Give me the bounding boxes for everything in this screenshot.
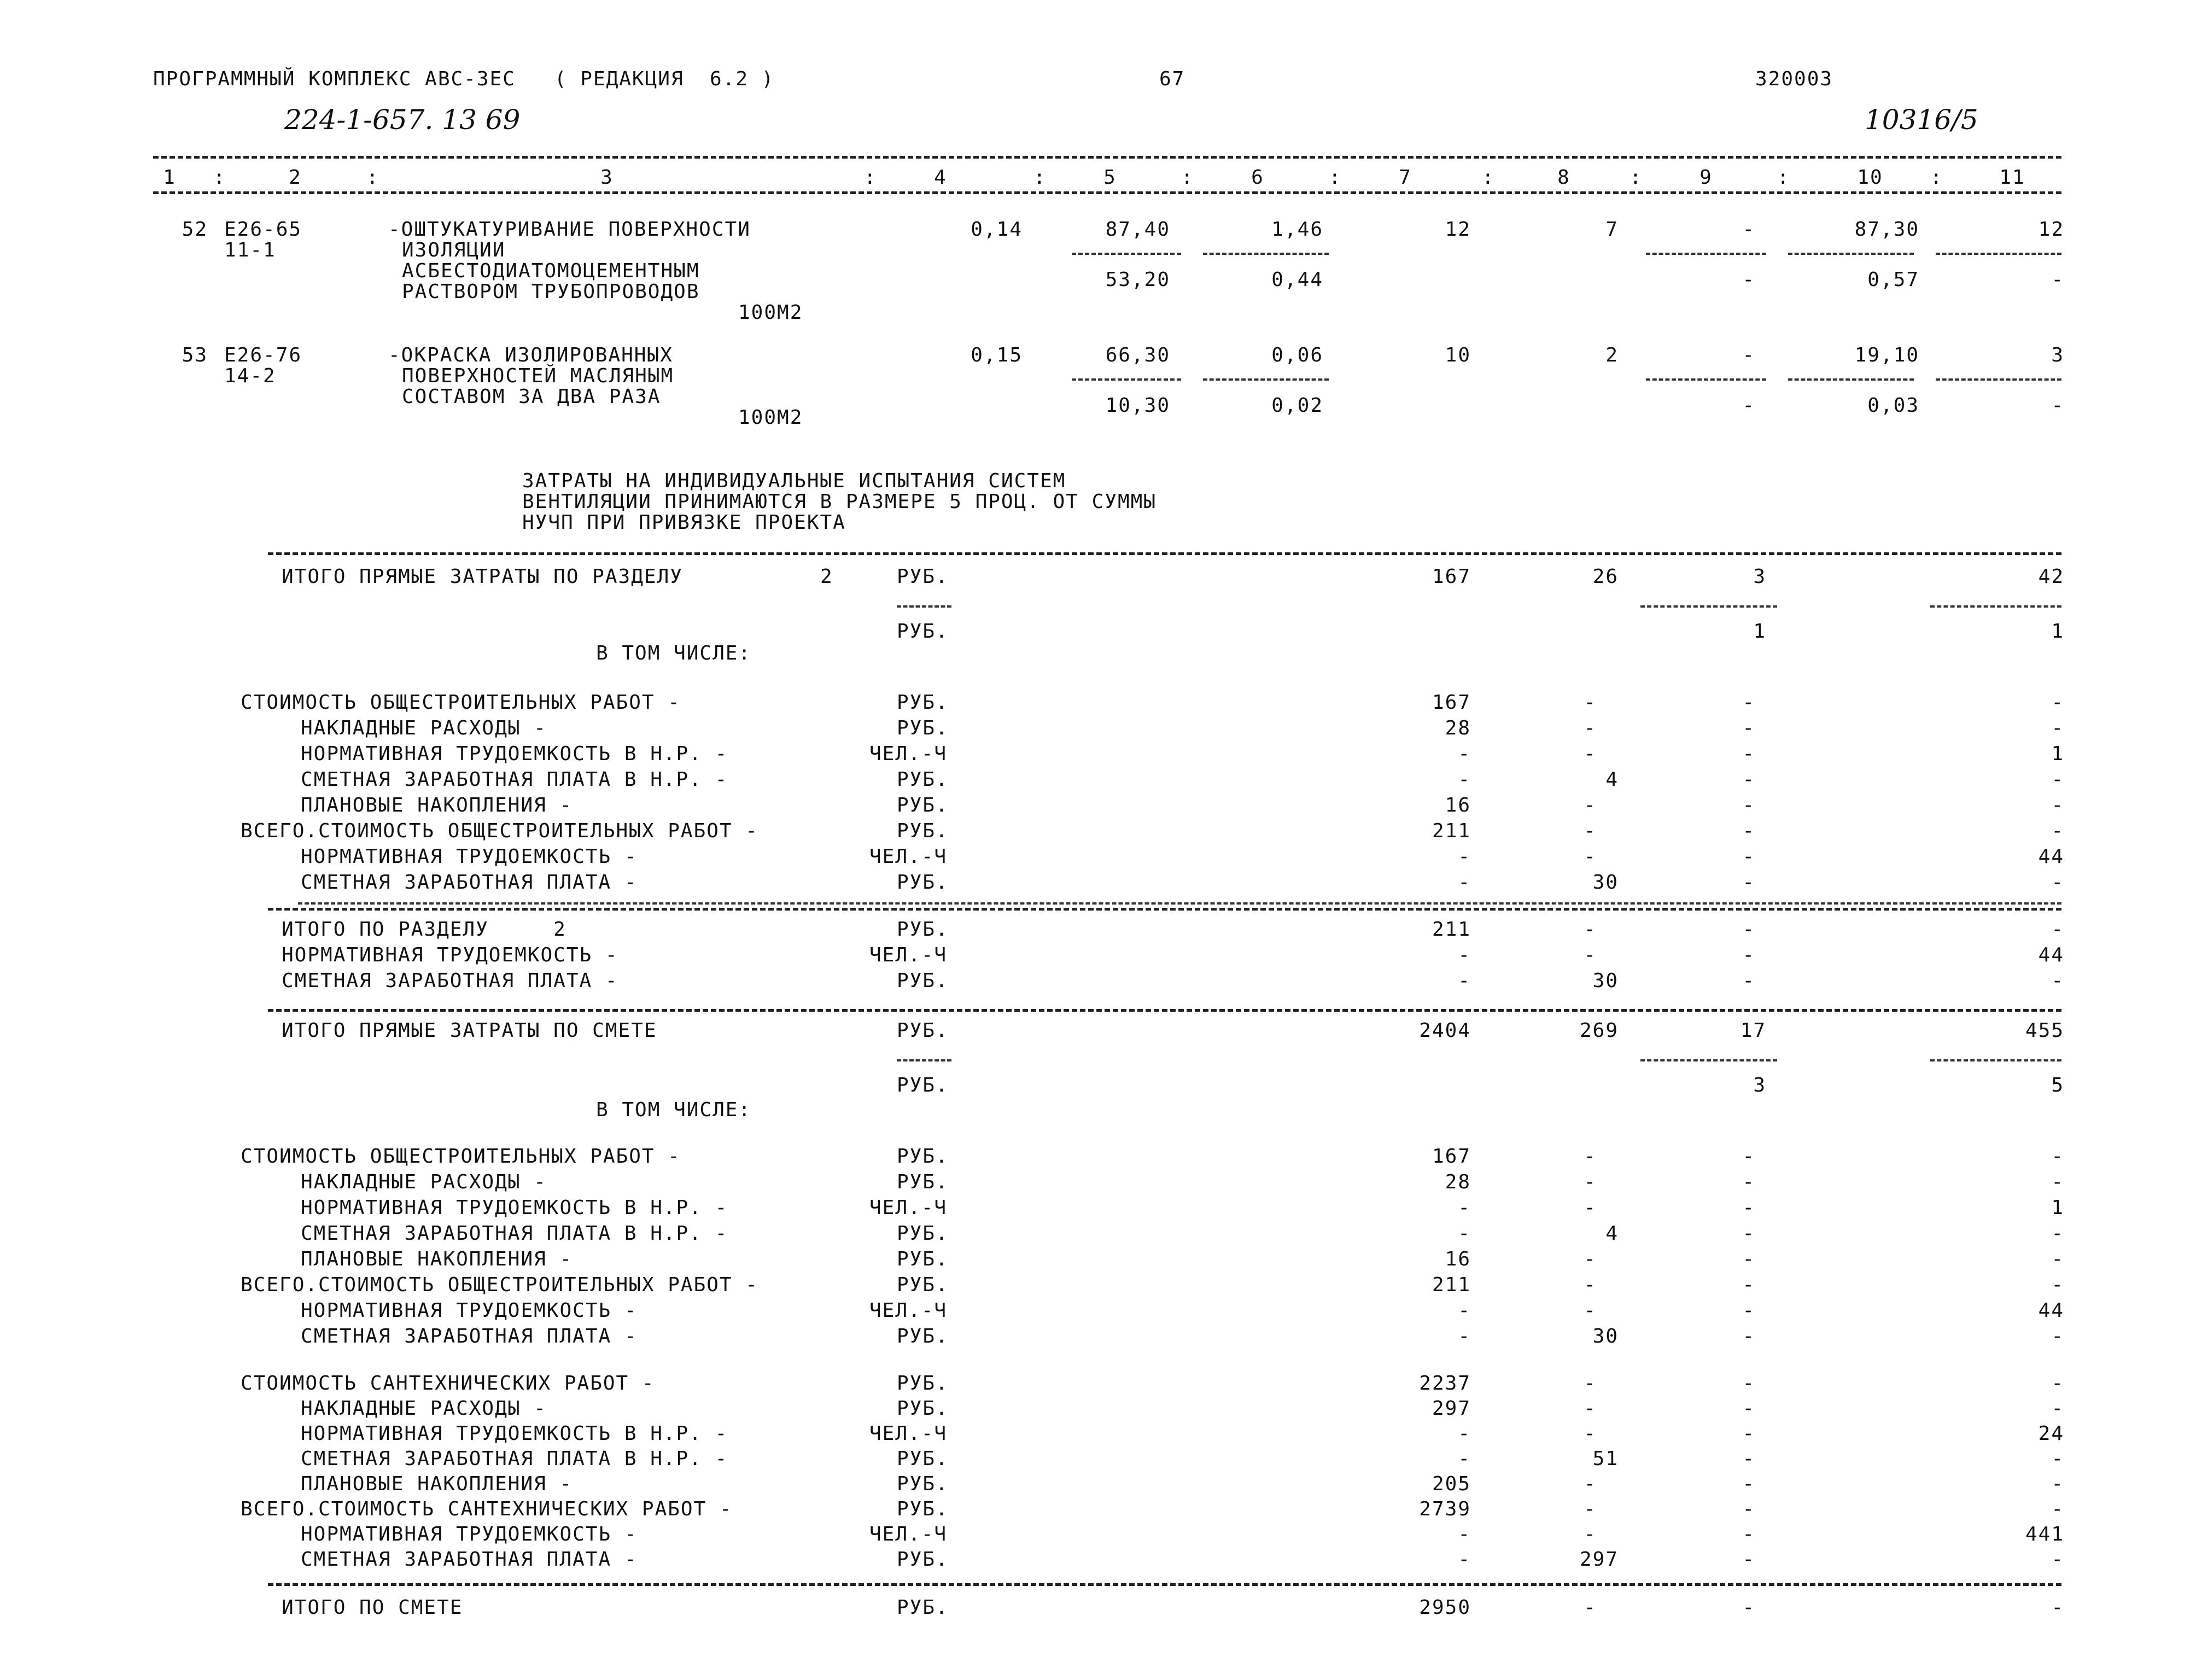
rule bbox=[1072, 378, 1181, 381]
breakdown-col7: - bbox=[1458, 743, 1471, 765]
breakdown-label: СМЕТНАЯ ЗАРАБОТНАЯ ПЛАТА - bbox=[301, 1548, 638, 1571]
breakdown-col9: - bbox=[1742, 1248, 1755, 1270]
unit-label: ЧЕЛ.-Ч bbox=[869, 743, 948, 765]
summary-col9: - bbox=[1742, 918, 1755, 941]
doc-code: 320003 bbox=[1755, 68, 1833, 90]
breakdown-col11: - bbox=[2051, 1325, 2064, 1348]
breakdown-col9: - bbox=[1742, 1397, 1755, 1420]
item-unit: 100М2 bbox=[738, 406, 803, 429]
breakdown-col7: - bbox=[1458, 871, 1471, 894]
breakdown-label: ВСЕГО.СТОИМОСТЬ ОБЩЕСТРОИТЕЛЬНЫХ РАБОТ - bbox=[241, 820, 758, 842]
column-header-2: 2 bbox=[289, 166, 302, 189]
breakdown-label: НОРМАТИВНАЯ ТРУДОЕМКОСТЬ В Н.Р. - bbox=[301, 1197, 728, 1219]
item-number: 53 bbox=[182, 344, 208, 366]
summary-col11: 44 bbox=[2038, 944, 2064, 966]
section-summary-label: НОРМАТИВНАЯ ТРУДОЕМКОСТЬ - bbox=[282, 944, 618, 966]
column-header-11: 11 bbox=[1999, 166, 2025, 189]
column-header-7: 7 bbox=[1399, 166, 1412, 189]
summary-col8: - bbox=[1584, 918, 1597, 941]
unit-label: РУБ. bbox=[897, 1498, 949, 1520]
column-separator: : bbox=[864, 166, 877, 189]
unit-label: РУБ. bbox=[897, 970, 949, 992]
summary-col9: - bbox=[1742, 944, 1755, 966]
summary-col8: - bbox=[1584, 944, 1597, 966]
total-col11: 42 bbox=[2038, 565, 2064, 588]
item-wage-cost: 53,20 bbox=[1105, 269, 1170, 291]
breakdown-col11: 441 bbox=[2025, 1523, 2064, 1545]
unit-label: РУБ. bbox=[897, 1473, 949, 1495]
page-number: 67 bbox=[1159, 68, 1185, 90]
breakdown-col7: - bbox=[1458, 1548, 1471, 1571]
breakdown-col7: - bbox=[1458, 1197, 1471, 1219]
breakdown-col11: - bbox=[2051, 1498, 2064, 1520]
breakdown-label: ВСЕГО.СТОИМОСТЬ САНТЕХНИЧЕСКИХ РАБОТ - bbox=[241, 1498, 733, 1520]
unit-label: РУБ. bbox=[897, 918, 949, 941]
note-line: ВЕНТИЛЯЦИИ ПРИНИМАЮТСЯ В РАЗМЕРЕ 5 ПРОЦ. ОТ СУММЫ bbox=[522, 491, 1157, 513]
breakdown-col11: 44 bbox=[2038, 1299, 2064, 1322]
rule bbox=[268, 552, 2061, 555]
column-separator: : bbox=[1482, 166, 1495, 189]
breakdown-col8: - bbox=[1584, 1422, 1597, 1445]
breakdown-col11: - bbox=[2051, 1171, 2064, 1193]
breakdown-col9: - bbox=[1742, 1145, 1755, 1168]
breakdown-col7: - bbox=[1458, 1325, 1471, 1348]
item-col9: - bbox=[1742, 218, 1755, 241]
item-code-sub: 11-1 bbox=[224, 239, 276, 261]
rule bbox=[298, 902, 2061, 905]
breakdown-label: НАКЛАДНЫЕ РАСХОДЫ - bbox=[301, 1171, 547, 1193]
unit-label: РУБ. bbox=[897, 1248, 949, 1270]
summary-col8: 30 bbox=[1592, 970, 1619, 992]
breakdown-col7: 211 bbox=[1432, 1274, 1471, 1296]
breakdown-label: СМЕТНАЯ ЗАРАБОТНАЯ ПЛАТА - bbox=[301, 1325, 638, 1348]
breakdown-col8: - bbox=[1584, 691, 1597, 714]
breakdown-col9: - bbox=[1742, 1498, 1755, 1520]
unit-label: РУБ. bbox=[897, 1325, 949, 1348]
breakdown-col7: - bbox=[1458, 1523, 1471, 1545]
unit-label: РУБ. bbox=[897, 871, 949, 894]
section-total-label: ИТОГО ПРЯМЫЕ ЗАТРАТЫ ПО РАЗДЕЛУ bbox=[282, 565, 683, 588]
breakdown-col9: - bbox=[1742, 743, 1755, 765]
breakdown-col11: 24 bbox=[2038, 1422, 2064, 1445]
breakdown-col7: - bbox=[1458, 1448, 1471, 1470]
breakdown-col9: - bbox=[1742, 1448, 1755, 1470]
unit-label: РУБ. bbox=[897, 1372, 949, 1395]
grand-total-col9: - bbox=[1742, 1596, 1755, 1619]
unit-label: РУБ. bbox=[897, 1019, 949, 1042]
item-col9-sub: - bbox=[1742, 394, 1755, 417]
breakdown-col8: - bbox=[1584, 1523, 1597, 1545]
column-separator: : bbox=[1630, 166, 1643, 189]
breakdown-col9: - bbox=[1742, 1523, 1755, 1545]
breakdown-col7: 211 bbox=[1432, 820, 1471, 842]
breakdown-col11: - bbox=[2051, 1274, 2064, 1296]
breakdown-col9: - bbox=[1742, 1372, 1755, 1395]
breakdown-col11: - bbox=[2051, 1473, 2064, 1495]
item-total-cost: 12 bbox=[1445, 218, 1471, 241]
breakdown-col11: - bbox=[2051, 1372, 2064, 1395]
breakdown-col8: - bbox=[1584, 1299, 1597, 1322]
summary-col7: - bbox=[1458, 944, 1471, 966]
breakdown-col8: - bbox=[1584, 845, 1597, 868]
note-line: НУЧП ПРИ ПРИВЯЗКЕ ПРОЕКТА bbox=[522, 511, 846, 534]
breakdown-col9: - bbox=[1742, 820, 1755, 842]
rule bbox=[1646, 378, 1766, 381]
breakdown-col7: - bbox=[1458, 1222, 1471, 1245]
breakdown-col8: - bbox=[1584, 820, 1597, 842]
breakdown-col8: - bbox=[1584, 1145, 1597, 1168]
item-unit-cost: 87,40 bbox=[1105, 218, 1170, 241]
note-line: ЗАТРАТЫ НА ИНДИВИДУАЛЬНЫЕ ИСПЫТАНИЯ СИСТЕМ bbox=[522, 470, 1066, 492]
unit-label: РУБ. bbox=[897, 1074, 949, 1096]
rule bbox=[153, 191, 2061, 194]
program-header: ПРОГРАММНЫЙ КОМПЛЕКС АВС-ЗЕС ( РЕДАКЦИЯ 6.2 ) bbox=[153, 68, 775, 90]
grand-total-col7: 2950 bbox=[1419, 1596, 1471, 1619]
breakdown-col7: 28 bbox=[1445, 1171, 1471, 1193]
rule bbox=[268, 1009, 2061, 1012]
unit-label: РУБ. bbox=[897, 1397, 949, 1420]
item-quantity: 0,15 bbox=[971, 344, 1023, 366]
breakdown-col8: - bbox=[1584, 1372, 1597, 1395]
breakdown-col9: - bbox=[1742, 1197, 1755, 1219]
breakdown-col8: 4 bbox=[1605, 1222, 1619, 1245]
estimate-col11: 455 bbox=[2025, 1019, 2064, 1042]
item-col9: - bbox=[1742, 344, 1755, 366]
breakdown-col9: - bbox=[1742, 717, 1755, 739]
breakdown-label: СМЕТНАЯ ЗАРАБОТНАЯ ПЛАТА В Н.Р. - bbox=[301, 1448, 728, 1470]
unit-label: РУБ. bbox=[897, 620, 949, 643]
breakdown-col9: - bbox=[1742, 768, 1755, 791]
breakdown-label: СТОИМОСТЬ ОБЩЕСТРОИТЕЛЬНЫХ РАБОТ - bbox=[241, 1145, 681, 1168]
breakdown-label: НОРМАТИВНАЯ ТРУДОЕМКОСТЬ - bbox=[301, 845, 638, 868]
breakdown-col11: - bbox=[2051, 820, 2064, 842]
breakdown-col8: - bbox=[1584, 743, 1597, 765]
breakdown-col8: 30 bbox=[1592, 1325, 1619, 1348]
unit-label: РУБ. bbox=[897, 1171, 949, 1193]
column-separator: : bbox=[366, 166, 379, 189]
breakdown-col8: - bbox=[1584, 1498, 1597, 1520]
breakdown-label: СМЕТНАЯ ЗАРАБОТНАЯ ПЛАТА В Н.Р. - bbox=[301, 1222, 728, 1245]
handwritten-ref-left: 224-1-657. 13 69 bbox=[284, 104, 521, 136]
total-col9-sub: 1 bbox=[1753, 620, 1766, 643]
item-description-line: АСБЕСТОДИАТОМОЦЕМЕНТНЫМ bbox=[402, 260, 700, 282]
column-header-3: 3 bbox=[600, 166, 614, 189]
rule bbox=[268, 908, 2061, 911]
rule bbox=[1930, 605, 2061, 608]
column-header-4: 4 bbox=[934, 166, 947, 189]
section-number: 2 bbox=[820, 565, 833, 588]
column-header-9: 9 bbox=[1699, 166, 1713, 189]
breakdown-label: ПЛАНОВЫЕ НАКОПЛЕНИЯ - bbox=[301, 794, 573, 816]
breakdown-col8: - bbox=[1584, 1171, 1597, 1193]
unit-label: ЧЕЛ.-Ч bbox=[869, 1422, 948, 1445]
column-separator: : bbox=[1930, 166, 1943, 189]
item-unit-cost: 66,30 bbox=[1105, 344, 1170, 366]
breakdown-label: НАКЛАДНЫЕ РАСХОДЫ - bbox=[301, 717, 547, 739]
rule bbox=[1072, 253, 1181, 255]
rule bbox=[1640, 1059, 1777, 1061]
rule bbox=[897, 605, 951, 608]
item-unit: 100М2 bbox=[738, 301, 803, 324]
unit-label: РУБ. bbox=[897, 1448, 949, 1470]
breakdown-col8: - bbox=[1584, 1248, 1597, 1270]
breakdown-col7: - bbox=[1458, 1299, 1471, 1322]
item-unit-cost-2: 1,46 bbox=[1271, 218, 1323, 241]
estimate-col9: 17 bbox=[1740, 1019, 1766, 1042]
unit-label: РУБ. bbox=[897, 1596, 949, 1619]
item-description-line: ПОВЕРХНОСТЕЙ МАСЛЯНЫМ bbox=[402, 365, 674, 387]
unit-label: РУБ. bbox=[897, 768, 949, 791]
breakdown-col9: - bbox=[1742, 845, 1755, 868]
breakdown-col7: 2739 bbox=[1419, 1498, 1471, 1520]
column-header-5: 5 bbox=[1103, 166, 1117, 189]
section-summary-label: ИТОГО ПО РАЗДЕЛУ 2 bbox=[282, 918, 566, 941]
unit-label: РУБ. bbox=[897, 794, 949, 816]
breakdown-col8: - bbox=[1584, 1473, 1597, 1495]
grand-total-col8: - bbox=[1584, 1596, 1597, 1619]
column-separator: : bbox=[1329, 166, 1342, 189]
grand-total-label: ИТОГО ПО СМЕТЕ bbox=[282, 1596, 463, 1619]
item-total-cost: 10 bbox=[1445, 344, 1471, 366]
breakdown-col9: - bbox=[1742, 1422, 1755, 1445]
breakdown-col11: - bbox=[2051, 1397, 2064, 1420]
breakdown-label: СТОИМОСТЬ ОБЩЕСТРОИТЕЛЬНЫХ РАБОТ - bbox=[241, 691, 681, 714]
unit-label: ЧЕЛ.-Ч bbox=[869, 944, 948, 966]
breakdown-col8: - bbox=[1584, 1397, 1597, 1420]
rule bbox=[1203, 253, 1329, 255]
total-col9: 3 bbox=[1753, 565, 1766, 588]
unit-label: ЧЕЛ.-Ч bbox=[869, 1197, 948, 1219]
breakdown-col9: - bbox=[1742, 691, 1755, 714]
breakdown-col8: - bbox=[1584, 794, 1597, 816]
breakdown-label: ПЛАНОВЫЕ НАКОПЛЕНИЯ - bbox=[301, 1248, 573, 1270]
unit-label: РУБ. bbox=[897, 1548, 949, 1571]
item-col10-sub: 0,57 bbox=[1867, 269, 1919, 291]
breakdown-col11: - bbox=[2051, 794, 2064, 816]
breakdown-col8: - bbox=[1584, 717, 1597, 739]
item-col11-sub: - bbox=[2051, 269, 2064, 291]
unit-label: РУБ. bbox=[897, 820, 949, 842]
breakdown-col9: - bbox=[1742, 1299, 1755, 1322]
unit-label: РУБ. bbox=[897, 691, 949, 714]
breakdown-col7: 16 bbox=[1445, 1248, 1471, 1270]
breakdown-col11: - bbox=[2051, 1145, 2064, 1168]
breakdown-col11: 44 bbox=[2038, 845, 2064, 868]
breakdown-label: НОРМАТИВНАЯ ТРУДОЕМКОСТЬ - bbox=[301, 1523, 638, 1545]
column-separator: : bbox=[1777, 166, 1790, 189]
total-col7: 167 bbox=[1432, 565, 1471, 588]
rule bbox=[1936, 378, 2061, 381]
section-summary-label: СМЕТНАЯ ЗАРАБОТНАЯ ПЛАТА - bbox=[282, 970, 618, 992]
breakdown-col7: 28 bbox=[1445, 717, 1471, 739]
unit-label: РУБ. bbox=[897, 1145, 949, 1168]
breakdown-col11: - bbox=[2051, 717, 2064, 739]
breakdown-label: СМЕТНАЯ ЗАРАБОТНАЯ ПЛАТА - bbox=[301, 871, 638, 894]
estimate-col7: 2404 bbox=[1419, 1019, 1471, 1042]
rule bbox=[1936, 253, 2061, 255]
breakdown-label: ПЛАНОВЫЕ НАКОПЛЕНИЯ - bbox=[301, 1473, 573, 1495]
breakdown-col7: 167 bbox=[1432, 1145, 1471, 1168]
item-description-line: РАСТВОРОМ ТРУБОПРОВОДОВ bbox=[402, 281, 700, 303]
breakdown-col7: - bbox=[1458, 845, 1471, 868]
breakdown-col11: 1 bbox=[2051, 743, 2064, 765]
rule bbox=[268, 1583, 2061, 1586]
rule bbox=[1788, 253, 1914, 255]
breakdown-col8: 51 bbox=[1592, 1448, 1619, 1470]
unit-label: ЧЕЛ.-Ч bbox=[869, 1523, 948, 1545]
unit-label: РУБ. bbox=[897, 565, 949, 588]
item-code-sub: 14-2 bbox=[224, 365, 276, 387]
estimate-col9-sub: 3 bbox=[1753, 1074, 1766, 1096]
rule bbox=[1788, 378, 1914, 381]
rule bbox=[1646, 253, 1766, 255]
grand-total-col11: - bbox=[2051, 1596, 2064, 1619]
item-description-line: -ОКРАСКА ИЗОЛИРОВАННЫХ bbox=[388, 344, 673, 366]
rule bbox=[897, 1059, 951, 1061]
unit-label: РУБ. bbox=[897, 717, 949, 739]
breakdown-label: НОРМАТИВНАЯ ТРУДОЕМКОСТЬ В Н.Р. - bbox=[301, 743, 728, 765]
column-separator: : bbox=[1181, 166, 1194, 189]
handwritten-ref-right: 10316/5 bbox=[1865, 104, 1978, 136]
column-header-6: 6 bbox=[1251, 166, 1264, 189]
breakdown-col9: - bbox=[1742, 1473, 1755, 1495]
estimate-col11-sub: 5 bbox=[2051, 1074, 2064, 1096]
column-header-1: 1 bbox=[163, 166, 176, 189]
breakdown-label: СТОИМОСТЬ САНТЕХНИЧЕСКИХ РАБОТ - bbox=[241, 1372, 655, 1395]
item-code: Е26-76 bbox=[224, 344, 302, 366]
item-code: Е26-65 bbox=[224, 218, 302, 241]
column-separator: : bbox=[213, 166, 226, 189]
total-col8: 26 bbox=[1592, 565, 1619, 588]
item-col10: 19,10 bbox=[1854, 344, 1919, 366]
breakdown-col9: - bbox=[1742, 1222, 1755, 1245]
rule bbox=[153, 156, 2061, 159]
breakdown-col11: - bbox=[2051, 1548, 2064, 1571]
breakdown-col9: - bbox=[1742, 1548, 1755, 1571]
breakdown-col9: - bbox=[1742, 1325, 1755, 1348]
breakdown-col7: 205 bbox=[1432, 1473, 1471, 1495]
unit-label: ЧЕЛ.-Ч bbox=[869, 845, 948, 868]
estimate-total-label: ИТОГО ПРЯМЫЕ ЗАТРАТЫ ПО СМЕТЕ bbox=[282, 1019, 657, 1042]
unit-label: ЧЕЛ.-Ч bbox=[869, 1299, 948, 1322]
breakdown-label: НОРМАТИВНАЯ ТРУДОЕМКОСТЬ - bbox=[301, 1299, 638, 1322]
breakdown-col8: 30 bbox=[1592, 871, 1619, 894]
rule bbox=[1640, 605, 1777, 608]
breakdown-col9: - bbox=[1742, 1274, 1755, 1296]
breakdown-col11: - bbox=[2051, 871, 2064, 894]
column-header-10: 10 bbox=[1857, 166, 1883, 189]
item-col8: 7 bbox=[1605, 218, 1619, 241]
total-col11-sub: 1 bbox=[2051, 620, 2064, 643]
column-separator: : bbox=[1033, 166, 1047, 189]
unit-label: РУБ. bbox=[897, 1222, 949, 1245]
column-header-8: 8 bbox=[1557, 166, 1570, 189]
item-description-line: -ОШТУКАТУРИВАНИЕ ПОВЕРХНОСТИ bbox=[388, 218, 751, 241]
breakdown-label: СМЕТНАЯ ЗАРАБОТНАЯ ПЛАТА В Н.Р. - bbox=[301, 768, 728, 791]
item-description-line: СОСТАВОМ ЗА ДВА РАЗА bbox=[402, 386, 661, 408]
breakdown-col8: - bbox=[1584, 1274, 1597, 1296]
rule bbox=[1203, 378, 1329, 381]
item-col10: 87,30 bbox=[1854, 218, 1919, 241]
breakdown-col7: 297 bbox=[1432, 1397, 1471, 1420]
breakdown-col7: - bbox=[1458, 1422, 1471, 1445]
breakdown-col11: - bbox=[2051, 1222, 2064, 1245]
summary-col7: 211 bbox=[1432, 918, 1471, 941]
summary-col11: - bbox=[2051, 918, 2064, 941]
item-col10-sub: 0,03 bbox=[1867, 394, 1919, 417]
breakdown-col11: 1 bbox=[2051, 1197, 2064, 1219]
item-description-line: ИЗОЛЯЦИИ bbox=[402, 239, 506, 261]
item-wage-cost-2: 0,02 bbox=[1271, 394, 1323, 417]
rule bbox=[1930, 1059, 2061, 1061]
breakdown-col8: 297 bbox=[1579, 1548, 1619, 1571]
unit-label: РУБ. bbox=[897, 1274, 949, 1296]
breakdown-col9: - bbox=[1742, 794, 1755, 816]
item-col9-sub: - bbox=[1742, 269, 1755, 291]
breakdown-col7: 2237 bbox=[1419, 1372, 1471, 1395]
item-unit-cost-2: 0,06 bbox=[1271, 344, 1323, 366]
breakdown-label: НАКЛАДНЫЕ РАСХОДЫ - bbox=[301, 1397, 547, 1420]
item-col11: 3 bbox=[2051, 344, 2064, 366]
breakdown-label: НОРМАТИВНАЯ ТРУДОЕМКОСТЬ В Н.Р. - bbox=[301, 1422, 728, 1445]
summary-col11: - bbox=[2051, 970, 2064, 992]
breakdown-col9: - bbox=[1742, 1171, 1755, 1193]
item-wage-cost-2: 0,44 bbox=[1271, 269, 1323, 291]
breakdown-col7: 16 bbox=[1445, 794, 1471, 816]
breakdown-col7: 167 bbox=[1432, 691, 1471, 714]
breakdown-col7: - bbox=[1458, 768, 1471, 791]
item-col11: 12 bbox=[2038, 218, 2064, 241]
breakdown-col11: - bbox=[2051, 768, 2064, 791]
item-col11-sub: - bbox=[2051, 394, 2064, 417]
item-quantity: 0,14 bbox=[971, 218, 1023, 241]
breakdown-col11: - bbox=[2051, 1248, 2064, 1270]
breakdown-col11: - bbox=[2051, 1448, 2064, 1470]
breakdown-label: ВСЕГО.СТОИМОСТЬ ОБЩЕСТРОИТЕЛЬНЫХ РАБОТ - bbox=[241, 1274, 758, 1296]
breakdown-col8: - bbox=[1584, 1197, 1597, 1219]
breakdown-col8: 4 bbox=[1605, 768, 1619, 791]
breakdown-col9: - bbox=[1742, 871, 1755, 894]
including-label: В ТОМ ЧИСЛЕ: bbox=[596, 1099, 752, 1121]
breakdown-col11: - bbox=[2051, 691, 2064, 714]
estimate-col8: 269 bbox=[1579, 1019, 1619, 1042]
item-number: 52 bbox=[182, 218, 208, 241]
item-col8: 2 bbox=[1605, 344, 1619, 366]
summary-col7: - bbox=[1458, 970, 1471, 992]
including-label: В ТОМ ЧИСЛЕ: bbox=[596, 642, 752, 664]
item-wage-cost: 10,30 bbox=[1105, 394, 1170, 417]
summary-col9: - bbox=[1742, 970, 1755, 992]
